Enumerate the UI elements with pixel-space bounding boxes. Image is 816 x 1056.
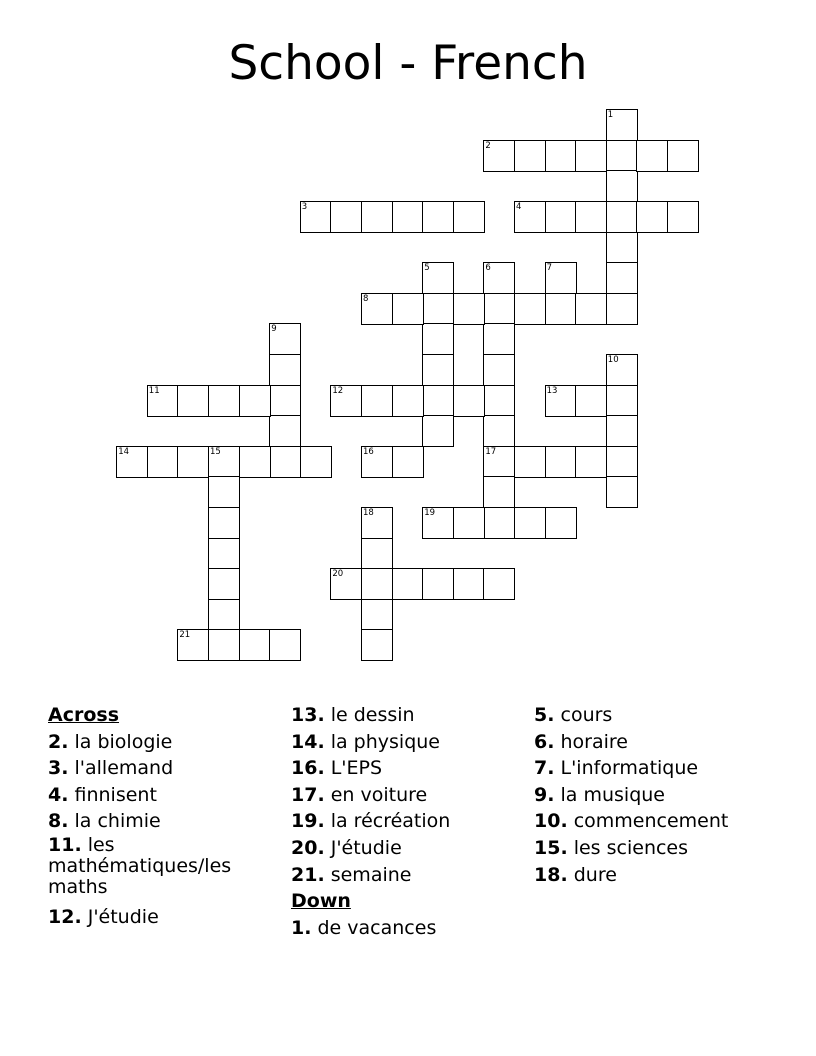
cell-number: 12	[332, 385, 344, 396]
grid-cell[interactable]	[575, 446, 607, 478]
cell-number: 11	[148, 385, 160, 396]
grid-cell[interactable]	[575, 201, 607, 233]
clue-down-1: 1. de vacances	[291, 916, 437, 939]
grid-cell[interactable]	[330, 201, 362, 233]
puzzle-title: School - French	[228, 36, 588, 91]
grid-cell[interactable]	[606, 170, 638, 202]
cell-number: 1	[607, 110, 614, 121]
clue-down-15: 15. les sciences	[534, 836, 689, 859]
cell-number: 8	[363, 293, 369, 304]
cell-number: 15	[210, 446, 221, 457]
grid-cell[interactable]	[606, 385, 638, 417]
grid-cell[interactable]	[361, 629, 393, 661]
grid-cell[interactable]	[116, 446, 148, 478]
grid-cell[interactable]	[392, 446, 424, 478]
grid-cell[interactable]	[361, 446, 393, 478]
grid-cell[interactable]	[361, 293, 393, 325]
grid-cell[interactable]	[361, 538, 393, 570]
grid-cell[interactable]	[667, 201, 699, 233]
grid-cell[interactable]	[422, 262, 454, 294]
cell-number: 10	[607, 355, 619, 365]
grid-cell[interactable]	[208, 629, 240, 661]
cell-number: 7	[546, 263, 553, 274]
grid-cell[interactable]	[483, 323, 515, 355]
grid-cell[interactable]	[147, 385, 179, 417]
grid-cell[interactable]	[606, 232, 638, 264]
grid-cell[interactable]	[361, 507, 393, 539]
grid-cell[interactable]	[483, 476, 515, 508]
grid-cell[interactable]	[483, 415, 515, 447]
grid-cell[interactable]	[239, 385, 271, 417]
grid-cell[interactable]	[606, 140, 638, 172]
grid-cell[interactable]	[453, 201, 485, 233]
across-header: Across	[48, 704, 120, 726]
grid-cell[interactable]	[422, 415, 454, 447]
clue-across-13: 13. le dessin	[291, 704, 415, 726]
clue-across-3: 3. l'allemand	[48, 757, 174, 780]
grid-cell[interactable]	[330, 568, 362, 600]
grid-cell[interactable]	[606, 354, 638, 386]
clue-across-14: 14. la physique	[291, 730, 440, 753]
grid-cell[interactable]	[422, 323, 454, 355]
grid-cell[interactable]	[483, 446, 515, 478]
grid-cell[interactable]	[667, 140, 699, 172]
clue-down-10: 10. commencement	[534, 810, 729, 833]
grid-cell[interactable]	[514, 140, 546, 172]
grid-cell[interactable]	[545, 262, 577, 294]
grid-cell[interactable]	[269, 354, 301, 386]
grid-cell[interactable]	[483, 354, 515, 386]
grid-cell[interactable]	[422, 385, 454, 417]
cell-number: 14	[118, 446, 130, 457]
grid-cell[interactable]	[606, 109, 638, 141]
cell-number: 18	[363, 508, 374, 518]
grid-cell[interactable]	[269, 446, 301, 478]
grid-cell[interactable]	[636, 201, 668, 233]
grid-cell[interactable]	[208, 599, 240, 631]
grid-cell[interactable]	[606, 476, 638, 508]
grid-cell[interactable]	[545, 385, 577, 417]
grid-cell[interactable]	[361, 201, 393, 233]
grid-cell[interactable]	[208, 507, 240, 539]
grid-cell[interactable]	[422, 507, 454, 539]
grid-cell[interactable]	[545, 201, 577, 233]
clue-across-20: 20. J'étudie	[291, 836, 402, 859]
grid-cell[interactable]	[453, 568, 485, 600]
cell-number: 21	[179, 630, 191, 641]
grid-cell[interactable]	[606, 262, 638, 294]
grid-cell[interactable]	[239, 446, 271, 478]
grid-cell[interactable]	[545, 140, 577, 172]
grid-cell[interactable]	[269, 629, 301, 661]
grid-cell[interactable]	[300, 446, 332, 478]
grid-cell[interactable]	[453, 507, 485, 539]
grid-cell[interactable]	[269, 323, 301, 355]
grid-cell[interactable]	[177, 385, 209, 417]
grid-cell[interactable]	[361, 599, 393, 631]
clue-across-17: 17. en voiture	[291, 783, 428, 806]
grid-cell[interactable]	[269, 415, 301, 447]
cell-number: 3	[301, 202, 308, 212]
cell-number: 9	[271, 324, 277, 335]
grid-cell[interactable]	[483, 262, 515, 294]
grid-cell[interactable]	[545, 293, 577, 325]
grid-cell[interactable]	[453, 385, 485, 417]
grid-cell[interactable]	[422, 568, 454, 600]
grid-cell[interactable]	[392, 568, 424, 600]
clue-across-21: 21. semaine	[291, 863, 412, 886]
clue-down-5: 5. cours	[534, 704, 613, 726]
grid-cell[interactable]	[483, 140, 515, 172]
grid-cell[interactable]	[422, 293, 454, 325]
grid-cell[interactable]	[575, 140, 607, 172]
cell-number: 13	[546, 385, 558, 396]
cell-number: 20	[332, 569, 344, 580]
grid-cell[interactable]	[483, 507, 515, 539]
cell-number: 16	[363, 446, 374, 457]
cell-number: 4	[516, 202, 522, 212]
clue-across-16: 16. L'EPS	[291, 757, 383, 780]
cell-number: 17	[485, 446, 497, 457]
grid-cell[interactable]	[545, 446, 577, 478]
clue-across-11: 11. les mathématiques/les maths	[48, 833, 232, 898]
clue-across-4: 4. finnisent	[48, 783, 157, 806]
grid-cell[interactable]	[392, 293, 424, 325]
grid-cell[interactable]	[208, 446, 240, 478]
grid-cell[interactable]	[514, 446, 546, 478]
grid-cell[interactable]	[453, 293, 485, 325]
grid-cell[interactable]	[606, 446, 638, 478]
clue-across-8: 8. la chimie	[48, 810, 161, 833]
grid-cell[interactable]	[422, 201, 454, 233]
clue-down-18: 18. dure	[534, 863, 617, 886]
clues-column-2	[291, 702, 527, 941]
down-header: Down	[291, 890, 351, 913]
grid-cell[interactable]	[636, 140, 668, 172]
grid-cell[interactable]	[239, 629, 271, 661]
clue-down-9: 9. la musique	[534, 783, 665, 806]
cell-number: 6	[485, 263, 491, 274]
grid-cell[interactable]	[300, 201, 332, 233]
grid-cell[interactable]	[208, 538, 240, 570]
grid-cell[interactable]	[392, 385, 424, 417]
grid-cell[interactable]	[422, 354, 454, 386]
grid-cell[interactable]	[269, 385, 301, 417]
clues-column-3	[534, 702, 770, 888]
grid-cell[interactable]	[483, 385, 515, 417]
clues-column-1	[48, 702, 284, 930]
cell-number: 2	[485, 140, 491, 151]
grid-cell[interactable]	[208, 568, 240, 600]
grid-cell[interactable]	[514, 507, 546, 539]
grid-cell[interactable]	[606, 415, 638, 447]
cell-number: 19	[424, 508, 436, 518]
grid-cell[interactable]	[208, 476, 240, 508]
grid-cell[interactable]	[606, 293, 638, 325]
grid-cell[interactable]	[514, 201, 546, 233]
grid-cell[interactable]	[147, 446, 179, 478]
clue-down-7: 7. L'informatique	[534, 757, 699, 780]
grid-cell[interactable]	[606, 201, 638, 233]
grid-cell[interactable]	[330, 385, 362, 417]
grid-cell[interactable]	[483, 293, 515, 325]
grid-cell[interactable]	[483, 568, 515, 600]
clue-down-6: 6. horaire	[534, 730, 628, 753]
grid-cell[interactable]	[514, 293, 546, 325]
clue-across-19: 19. la récréation	[291, 810, 451, 833]
grid-cell[interactable]	[361, 385, 393, 417]
grid-cell[interactable]	[575, 385, 607, 417]
grid-cell[interactable]	[177, 446, 209, 478]
grid-cell[interactable]	[545, 507, 577, 539]
grid-cell[interactable]	[575, 293, 607, 325]
grid-cell[interactable]	[177, 629, 209, 661]
clue-across-12: 12. J'étudie	[48, 905, 159, 928]
cell-number: 5	[424, 263, 430, 274]
clue-across-2: 2. la biologie	[48, 730, 173, 753]
grid-cell[interactable]	[392, 201, 424, 233]
grid-cell[interactable]	[208, 385, 240, 417]
grid-cell[interactable]	[361, 568, 393, 600]
